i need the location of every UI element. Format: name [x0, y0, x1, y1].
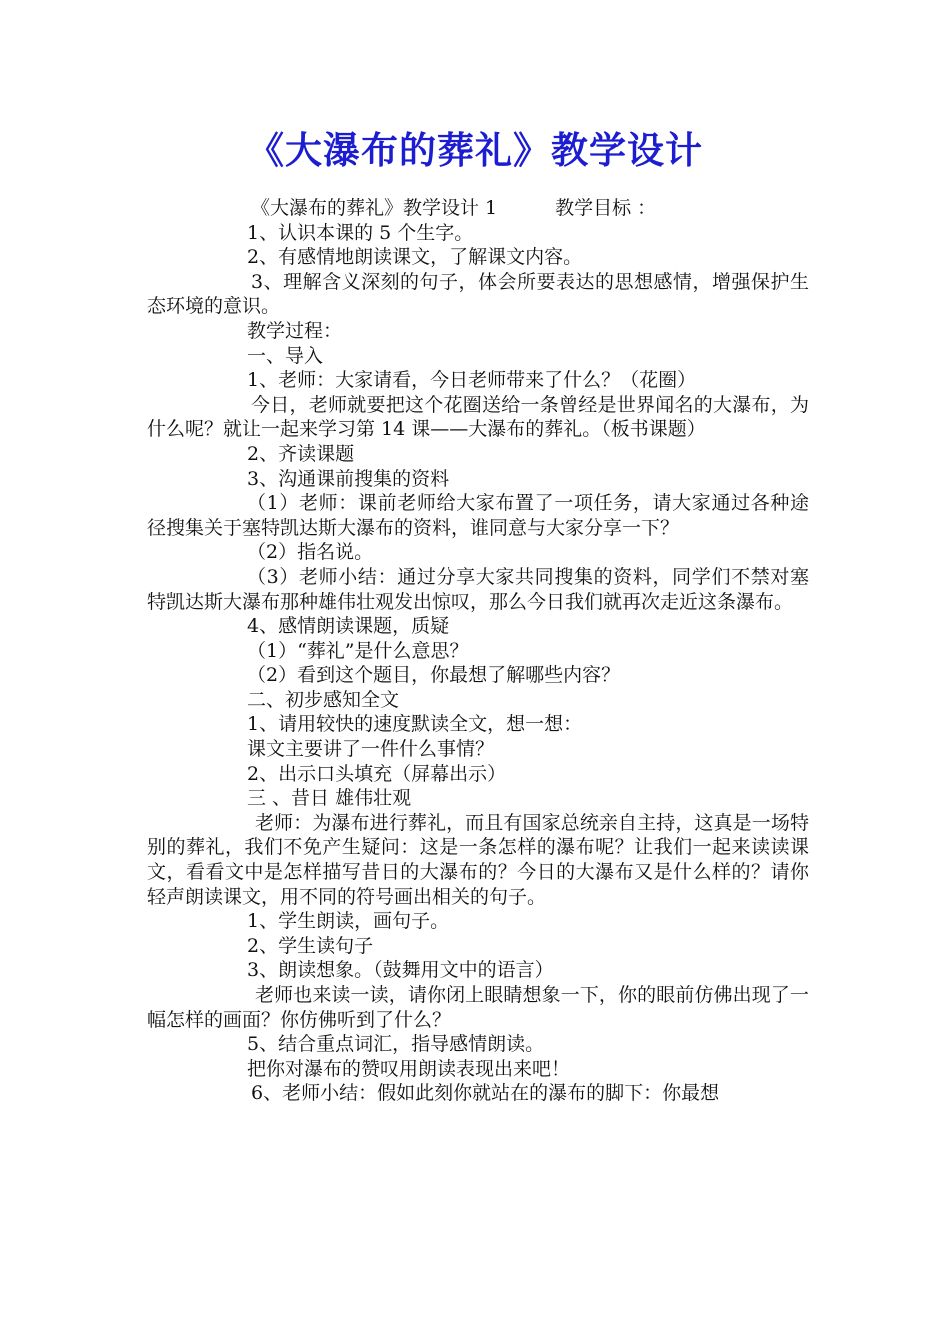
document-body [147, 196, 809, 1106]
paragraph: 3、沟通课前搜集的资料 [247, 467, 450, 490]
paragraph: 6、老师小结：假如此刻你就站在的瀑布的脚下：你最想 [251, 1082, 720, 1105]
paragraph: 2、出示口头填充（屏幕出示） [247, 762, 507, 785]
paragraph: 2、齐读课题 [247, 442, 355, 465]
paragraph: （2）看到这个题目，你最想了解哪些内容？ [247, 664, 621, 687]
paragraph-intro [147, 196, 809, 221]
objectives-heading: 教学目标 ： [555, 197, 657, 219]
paragraph: 老师也来读一读，请你闭上眼睛想象一下，你的眼前仿佛出现了一幅怎样的画面？你仿佛听到了什么？ [147, 984, 809, 1031]
paragraph: 老师：为瀑布进行葬礼，而且有国家总统亲自主持，这真是一场特别的葬礼，我们不免产生疑问：这是一条怎样的瀑布呢？让我们一起来读读课文，看看文中是怎样描写昔日的大瀑布的？今日的大瀑布又是什么样的？请你轻声朗读课文，用不同的符号画出相关的句子。 [147, 811, 809, 908]
paragraph: 2、学生读句子 [247, 934, 374, 957]
paragraph: 把你对瀑布的赞叹用朗读表现出来吧！ [247, 1057, 571, 1080]
paragraph: 1、请用较快的速度默读全文，想一想： [247, 713, 583, 736]
paragraph: （2）指名说。 [247, 541, 374, 564]
paragraph: 4、感情朗读课题，质疑 [247, 615, 450, 638]
paragraph: 教学过程： [247, 319, 343, 342]
paragraph: 一、导入 [247, 344, 324, 367]
paragraph: （3）老师小结：通过分享大家共同搜集的资料，同学们不禁对塞特凯达斯大瀑布那种雄伟壮观发出惊叹，那么今日我们就再次走近这条瀑布。 [147, 565, 809, 613]
paragraph: （1）老师：课前老师给大家布置了一项任务，请大家通过各种途径搜集关于塞特凯达斯大瀑布的资料，谁同意与大家分享一下？ [147, 492, 809, 539]
paragraph: 1、老师：大家请看，今日老师带来了什么？（花圈） [247, 369, 697, 392]
paragraph: （1）“葬礼”是什么意思？ [247, 639, 469, 662]
paragraph: 今日，老师就要把这个花圈送给一条曾经是世界闻名的大瀑布，为什么呢？就让一起来学习第 14 课——大瀑布的葬礼。（板书课题） [147, 393, 809, 441]
paragraph: 1、学生朗读，画句子。 [247, 910, 450, 933]
paragraph: 课文主要讲了一件什么事情？ [247, 738, 495, 761]
document-title: 《大瀑布的葬礼》教学设计 [247, 129, 703, 172]
paragraph: 5、结合重点词汇，指导感情朗读。 [247, 1033, 545, 1056]
paragraph: 三 、昔日 雄伟壮观 [247, 787, 412, 810]
lesson-heading: 《大瀑布的葬礼》教学设计 1 [251, 197, 498, 219]
paragraph: 2、有感情地朗读课文，了解课文内容。 [247, 246, 583, 269]
paragraph: 二、初步感知全文 [247, 688, 400, 711]
paragraph: 3、理解含义深刻的句子，体会所要表达的思想感情，增强保护生态环境的意识。 [147, 270, 809, 318]
paragraph: 3、朗读想象。（鼓舞用文中的语言） [247, 959, 554, 982]
paragraph: 1、认识本课的 5 个生字。 [247, 221, 474, 244]
